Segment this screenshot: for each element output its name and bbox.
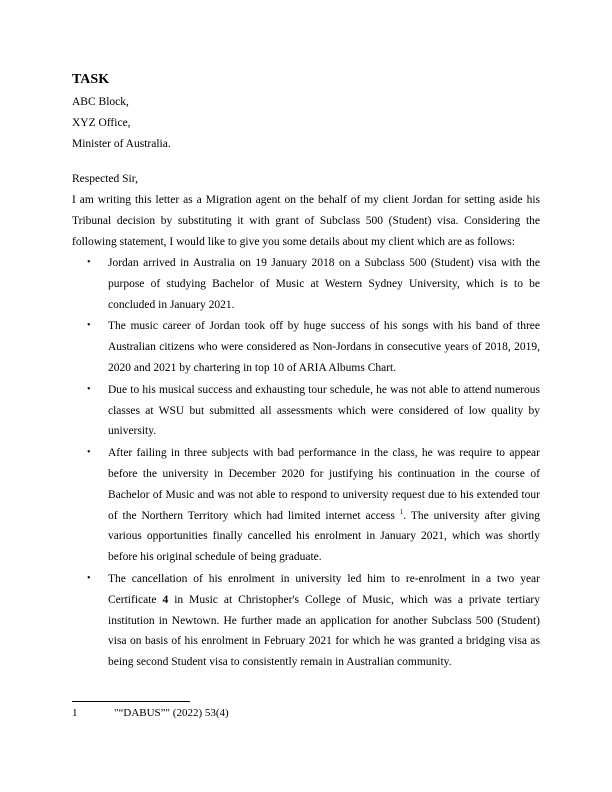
- footnote-divider: [72, 701, 190, 702]
- list-item-text: . The university after giving various opportunities finally cancelled his enrolment in January 2021, which was shortly before his original schedule of being graduate.: [108, 509, 540, 564]
- footnote: [72, 706, 540, 720]
- bullet-icon: •: [87, 383, 91, 395]
- recipient-address: [72, 92, 540, 155]
- task-heading: TASK: [72, 72, 110, 87]
- footnote-text: "“DABUS”" (2022) 53(4): [114, 707, 229, 719]
- address-line: XYZ Office,: [72, 117, 131, 129]
- list-item-text: Jordan arrived in Australia on 19 January 2018 on a Subclass 500 (Student) visa with the purpose of studying Bachelor of Music at Western Sydney University, which is to be concluded in January 2021.: [108, 257, 540, 311]
- address-line: Minister of Australia.: [72, 138, 171, 150]
- bullet-icon: •: [87, 257, 91, 268]
- list-item: [72, 443, 540, 568]
- footnote-number: 1: [72, 707, 78, 719]
- list-item: [72, 253, 540, 315]
- list-item-text: The cancellation of his enrolment in university led him to re-enrolment in a two year Certificate: [108, 572, 540, 606]
- list-item-text: in Music at Christopher's College of Music, which was a private tertiary institution in Newtown. He further made an application for another Subclass 500 (Student) visa on basis of his enrolment in February 2021 for which he was granted a bridging visa as being second Student visa to consistently remain in Australian community.: [108, 593, 541, 669]
- list-item: [72, 316, 540, 378]
- bold-text: 4: [162, 593, 169, 606]
- address-line: ABC Block,: [72, 96, 129, 108]
- bullet-icon: •: [87, 320, 91, 332]
- list-item-text: After failing in three subjects with bad performance in the class, he was require to appear before the university in December 2020 for justifying his continuation in the course of Bachelor of Music and was not able to respond to university request due to his extended tour of the Northern Territory which had limited internet access: [108, 447, 540, 522]
- list-item: [72, 569, 540, 673]
- list-item: [72, 380, 540, 442]
- bullet-icon: •: [87, 572, 91, 584]
- footnote-reference[interactable]: 1: [399, 507, 404, 516]
- intro-paragraph: I am writing this letter as a Migration agent on the behalf of my client Jordan for setting aside his Tribunal decision by substituting it with grant of Subclass 500 (Student) visa. Considering the following statement, I would like to give you some details about my client which are as follows:: [72, 194, 540, 248]
- letter-page: [72, 72, 540, 674]
- list-item-text: The music career of Jordan took off by huge success of his songs with his band of three Australian citizens who were considered as Non-Jordans in consecutive years of 2018, 2019, 2020 and 2021 by chartering in top 10 of ARIA Albums Chart.: [108, 320, 540, 374]
- salutation: Respected Sir,: [72, 173, 138, 185]
- bullet-icon: •: [87, 447, 91, 459]
- details-list: [72, 253, 540, 673]
- list-item-text: Due to his musical success and exhausting tour schedule, he was not able to attend numerous classes at WSU but submitted all assessments which were considered of low quality by university.: [108, 383, 540, 438]
